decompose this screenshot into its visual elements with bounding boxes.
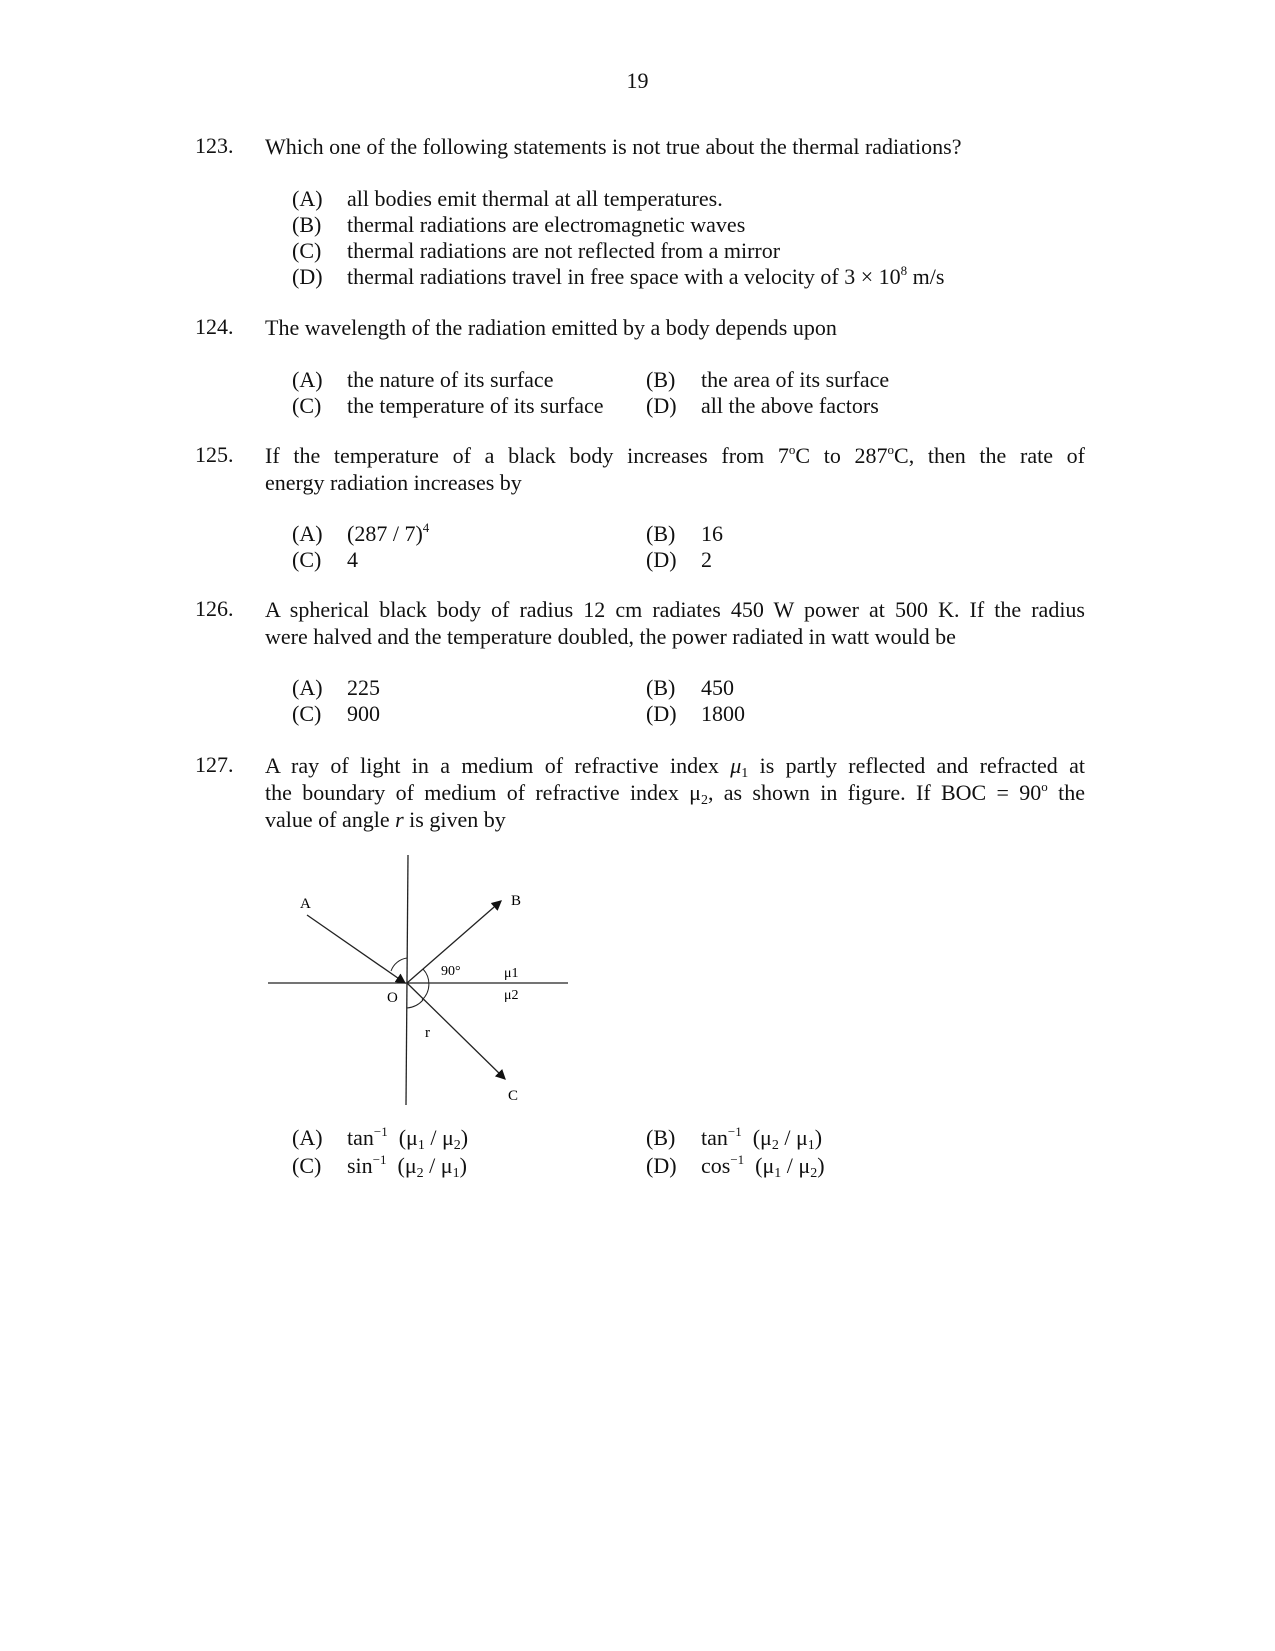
text-part: A ray of light in a medium of refractive index [265, 753, 731, 778]
text-part: C, then the rate of [894, 443, 1085, 468]
incident-ray [307, 915, 405, 983]
argument [397, 1153, 467, 1181]
label-c: C [508, 1088, 519, 1104]
option-d [292, 263, 944, 290]
superscript: 4 [422, 520, 430, 535]
option-label: (D) [646, 701, 677, 726]
option-label: (C) [292, 393, 322, 418]
option-text: the nature of its surface [347, 367, 554, 392]
option-text: the temperature of its surface [347, 393, 604, 418]
question-text: Which one of the following statements is not true about the thermal radiations? [265, 134, 962, 159]
text-part: the boundary of medium of refractive index μ [265, 780, 701, 805]
option-b [646, 520, 723, 547]
option-text: the area of its surface [701, 367, 890, 392]
question-text-line-1 [265, 752, 1085, 779]
option-text: all bodies emit thermal at all temperatures. [347, 186, 723, 211]
option-a [292, 520, 429, 547]
text-part: is given by [403, 807, 506, 832]
question-text [265, 442, 1085, 496]
option-label: (D) [646, 547, 677, 572]
option-text: thermal radiations are electromagnetic waves [347, 212, 746, 237]
option-a [292, 1124, 468, 1151]
normal-line [406, 855, 408, 1105]
degree-sup: o [887, 442, 895, 457]
option-b [292, 211, 745, 238]
arg-part: (μ [755, 1153, 775, 1178]
inverse-sup: −1 [730, 1152, 745, 1167]
option-c [292, 392, 604, 419]
subscript: 1 [807, 1138, 815, 1153]
option-d [646, 546, 712, 573]
text-part: the [1047, 780, 1086, 805]
arg-part: / μ [781, 1153, 811, 1178]
question-text-line-1 [265, 442, 1085, 469]
option-text: 16 [701, 521, 723, 546]
option-c [292, 237, 780, 264]
option-label: (A) [292, 521, 323, 546]
option-a [292, 674, 380, 701]
refraction-angle-arc [407, 1000, 423, 1008]
option-label: (D) [646, 1153, 677, 1178]
option-label: (B) [292, 212, 322, 237]
question-text-line-2 [265, 779, 1085, 806]
function-name: tan [347, 1125, 374, 1150]
text-part: is partly reflected and refracted at [748, 753, 1086, 778]
option-label: (C) [292, 701, 322, 726]
option-a [292, 185, 723, 212]
option-text: thermal radiations travel in free space with a velocity of 3 × 10 [347, 264, 901, 289]
option-a [292, 366, 553, 393]
arg-part: ) [459, 1153, 467, 1178]
question-text-line-2: energy radiation increases by [265, 470, 522, 495]
subscript: 2 [810, 1166, 818, 1181]
option-d [646, 392, 879, 419]
option-text: 4 [347, 547, 358, 572]
arg-part: ) [814, 1125, 823, 1150]
question-text: The wavelength of the radiation emitted by a body depends upon [265, 315, 837, 340]
argument [755, 1153, 825, 1181]
arg-part: (μ [397, 1153, 417, 1178]
inverse-sup: −1 [727, 1124, 742, 1139]
option-text: (287 / 7) [347, 521, 423, 546]
label-b: B [511, 893, 522, 909]
option-label: (C) [292, 1153, 322, 1178]
option-label: (A) [292, 675, 323, 700]
arg-part: (μ [752, 1125, 772, 1150]
option-label: (C) [292, 238, 322, 263]
text-part: C to 287 [795, 443, 888, 468]
option-text: 450 [701, 675, 734, 700]
option-b [646, 366, 889, 393]
question-number: 123. [195, 133, 234, 158]
label-a: A [300, 896, 311, 912]
subscript: 1 [417, 1138, 425, 1153]
function-name: tan [701, 1125, 728, 1150]
option-text-unit: m/s [907, 264, 945, 289]
option-label: (C) [292, 547, 322, 572]
argument [398, 1125, 469, 1153]
question-number: 126. [195, 596, 234, 621]
arg-part: ) [460, 1125, 469, 1150]
subscript: 1 [741, 766, 749, 781]
question-number: 125. [195, 442, 234, 467]
text-part: If the temperature of a black body increases from 7 [265, 443, 789, 468]
label-r: r [425, 1025, 430, 1041]
option-label: (B) [646, 521, 676, 546]
argument [752, 1125, 823, 1153]
function-name: sin [347, 1153, 373, 1178]
question-text-line-1: A spherical black body of radius 12 cm radiates 450 W power at 500 K. If the radius [265, 597, 1085, 622]
subscript: 2 [700, 793, 708, 808]
incident-angle-arc [391, 958, 407, 971]
option-c [292, 1152, 467, 1179]
right-angle-arc [422, 969, 429, 1000]
superscript: 8 [900, 263, 908, 278]
degree-sup: o [788, 442, 796, 457]
inverse-sup: −1 [372, 1152, 387, 1167]
text-part: , as shown in figure. If BOC = 90 [707, 780, 1042, 805]
option-b [646, 674, 734, 701]
option-d [646, 1152, 825, 1179]
arg-part: / μ [423, 1153, 453, 1178]
arg-part: (μ [398, 1125, 418, 1150]
subscript: 1 [774, 1166, 782, 1181]
arg-part: / μ [424, 1125, 454, 1150]
page-number: 19 [626, 68, 649, 93]
option-label: (A) [292, 186, 323, 211]
refracted-ray [407, 983, 505, 1079]
option-label: (D) [646, 393, 677, 418]
text-part: value of angle [265, 807, 396, 832]
option-text: 1800 [701, 701, 745, 726]
option-text: 900 [347, 701, 380, 726]
angle-r-italic: r [395, 807, 404, 832]
arg-part: ) [817, 1153, 825, 1178]
question-text [265, 752, 1085, 833]
option-label: (B) [646, 675, 676, 700]
label-mu2: μ2 [504, 988, 519, 1003]
arg-part: / μ [778, 1125, 808, 1150]
subscript: 2 [416, 1166, 424, 1181]
option-label: (D) [292, 264, 323, 289]
option-b [646, 1124, 822, 1151]
refraction-figure [265, 850, 575, 1110]
option-text: 225 [347, 675, 380, 700]
option-text: thermal radiations are not reflected from a mirror [347, 238, 781, 263]
option-c [292, 546, 358, 573]
question-number: 127. [195, 752, 234, 777]
option-c [292, 700, 380, 727]
function-name: cos [701, 1153, 731, 1178]
label-o: O [387, 990, 398, 1006]
option-label: (B) [646, 367, 676, 392]
question-text [265, 596, 1085, 650]
label-90-degrees: 90° [441, 964, 461, 979]
option-label: (A) [292, 1125, 323, 1150]
option-text: 2 [701, 547, 712, 572]
subscript: 2 [771, 1138, 779, 1153]
degree-sup: o [1041, 779, 1048, 794]
inverse-sup: −1 [373, 1124, 388, 1139]
option-d [646, 700, 745, 727]
question-number: 124. [195, 314, 234, 339]
subscript: 2 [453, 1138, 461, 1153]
option-label: (A) [292, 367, 323, 392]
option-label: (B) [646, 1125, 676, 1150]
question-text-line-2: were halved and the temperature doubled, the power radiated in watt would be [265, 624, 956, 649]
label-mu1: μ1 [504, 966, 519, 981]
option-text: all the above factors [701, 393, 879, 418]
mu-symbol: μ [730, 753, 742, 778]
subscript: 1 [452, 1166, 460, 1181]
question-text-line-3 [265, 807, 506, 832]
